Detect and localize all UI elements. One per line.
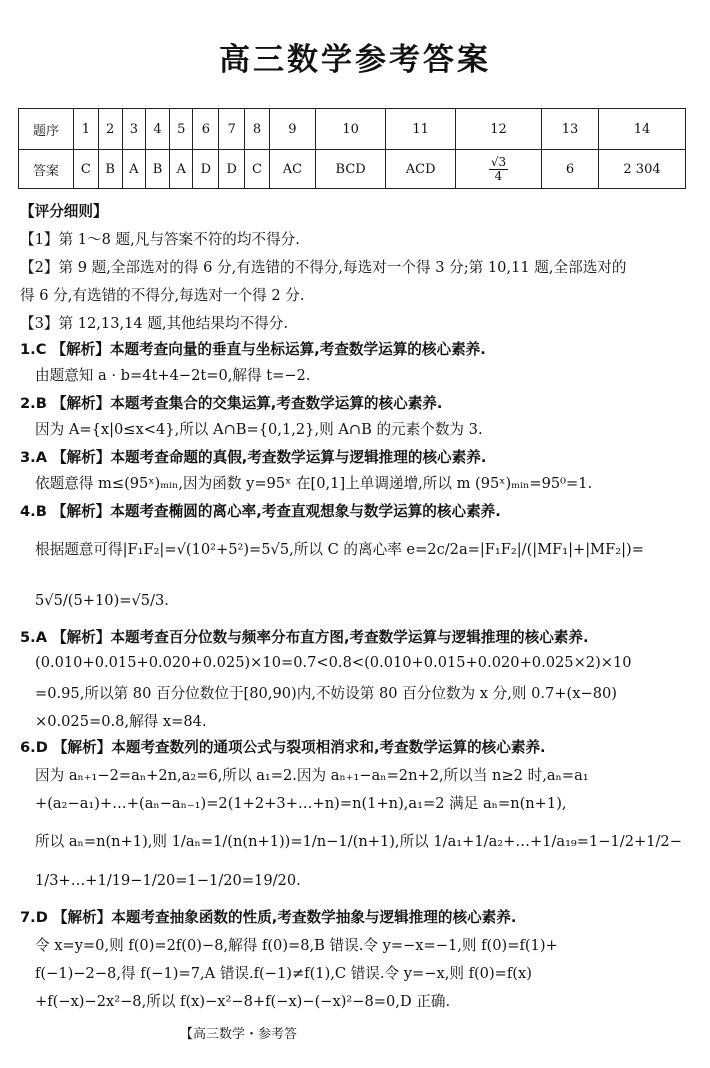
q4-text: 5√5/(5+10)=√5/3.: [35, 592, 169, 609]
table-cell: 7: [219, 109, 245, 150]
table-cell: 13: [542, 109, 599, 150]
table-cell: 6: [193, 109, 219, 150]
table-cell: ACD: [386, 150, 456, 189]
scoring-heading: 【评分细则】: [20, 203, 108, 220]
table-cell: 4: [146, 109, 170, 150]
table-cell: C: [74, 150, 99, 189]
q2-heading: 2.B 【解析】本题考查集合的交集运算,考查数学运算的核心素养.: [20, 395, 443, 412]
scoring-rule: 【3】第 12,13,14 题,其他结果均不得分.: [20, 315, 288, 332]
q5-text: =0.95,所以第 80 百分位数位于[80,90)内,不妨设第 80 百分位数为 x 分,则 0.7+(x−80): [35, 685, 617, 702]
scoring-rule: 【1】第 1～8 题,凡与答案不符的均不得分.: [20, 231, 300, 248]
table-cell: C: [245, 150, 270, 189]
table-cell: B: [146, 150, 170, 189]
table-row-head: 题序: [19, 109, 74, 150]
table-cell: 10: [315, 109, 385, 150]
q1-text: 由题意知 a · b=4t+4−2t=0,解得 t=−2.: [35, 367, 311, 384]
answer-table: [18, 108, 686, 189]
page-footer: 【高三数学・参考答: [180, 1027, 298, 1042]
table-cell: D: [193, 150, 219, 189]
table-cell: 8: [245, 109, 270, 150]
table-cell: 6: [542, 150, 599, 189]
scoring-rule: 【2】第 9 题,全部选对的得 6 分,有选错的不得分,每选对一个得 3 分;第 10,11 题,全部选对的: [20, 259, 627, 276]
table-cell: 2 304: [599, 150, 686, 189]
fraction-numerator: √3: [490, 154, 507, 169]
table-cell: BCD: [315, 150, 385, 189]
q7-text: 令 x=y=0,则 f(0)=2f(0)−8,解得 f(0)=8,B 错误.令 y=−x=−1,则 f(0)=f(1)+: [35, 937, 558, 954]
q7-heading: 7.D 【解析】本题考查抽象函数的性质,考查数学抽象与逻辑推理的核心素养.: [20, 909, 517, 926]
q3-heading: 3.A 【解析】本题考查命题的真假,考查数学运算与逻辑推理的核心素养.: [20, 449, 487, 466]
table-cell: 12: [456, 109, 542, 150]
q6-text: +(a₂−a₁)+…+(aₙ−aₙ₋₁)=2(1+2+3+…+n)=n(1+n),a₁=2 满足 aₙ=n(n+1),: [35, 795, 567, 812]
q4-heading: 4.B 【解析】本题考查椭圆的离心率,考查直观想象与数学运算的核心素养.: [20, 503, 501, 520]
table-cell: 1: [74, 109, 99, 150]
q7-text: f(−1)−2−8,得 f(−1)=7,A 错误.f(−1)≠f(1),C 错误.令 y=−x,则 f(0)=f(x): [35, 965, 532, 982]
q4-text: 根据题意可得|F₁F₂|=√(10²+5²)=5√5,所以 C 的离心率 e=2c/2a=|F₁F₂|/(|MF₁|+|MF₂|)=: [35, 541, 644, 558]
q5-text: ×0.025=0.8,解得 x=84.: [35, 713, 207, 730]
table-cell: [456, 150, 542, 189]
q6-text: 因为 aₙ₊₁−2=aₙ+2n,a₂=6,所以 a₁=2.因为 aₙ₊₁−aₙ=2n+2,所以当 n≥2 时,aₙ=a₁: [35, 767, 589, 784]
q2-text: 因为 A={x|0≤x<4},所以 A∩B={0,1,2},则 A∩B 的元素个数为 3.: [35, 421, 483, 438]
table-cell: 14: [599, 109, 686, 150]
table-row: [19, 109, 686, 150]
table-row: [19, 150, 686, 189]
q5-text: (0.010+0.015+0.020+0.025)×10=0.7<0.8<(0.010+0.015+0.020+0.025×2)×10: [35, 654, 632, 671]
q5-heading: 5.A 【解析】本题考查百分位数与频率分布直方图,考查数学运算与逻辑推理的核心素养.: [20, 629, 589, 646]
table-cell: A: [122, 150, 145, 189]
fraction-denominator: 4: [494, 168, 503, 183]
q3-text: 依题意得 m≤(95ˣ)ₘᵢₙ,因为函数 y=95ˣ 在[0,1]上单调递增,所以 m (95ˣ)ₘᵢₙ=95⁰=1.: [35, 475, 593, 492]
q1-heading: 1.C 【解析】本题考查向量的垂直与坐标运算,考查数学运算的核心素养.: [20, 341, 486, 358]
q6-text: 1/3+…+1/19−1/20=1−1/20=19/20.: [35, 872, 301, 889]
page-title: 高三数学参考答案: [219, 42, 491, 78]
q6-heading: 6.D 【解析】本题考查数列的通项公式与裂项相消求和,考查数学运算的核心素养.: [20, 739, 546, 756]
table-row-head: 答案: [19, 150, 74, 189]
scoring-rule: 得 6 分,有选错的不得分,每选对一个得 2 分.: [20, 287, 305, 304]
table-cell: AC: [269, 150, 315, 189]
fraction: [489, 156, 508, 182]
table-cell: D: [219, 150, 245, 189]
table-cell: 3: [122, 109, 145, 150]
table-cell: 5: [169, 109, 192, 150]
table-cell: 11: [386, 109, 456, 150]
table-cell: B: [98, 150, 122, 189]
q7-text: +f(−x)−2x²−8,所以 f(x)−x²−8+f(−x)−(−x)²−8=0,D 正确.: [35, 993, 451, 1010]
table-cell: A: [169, 150, 192, 189]
table-cell: 2: [98, 109, 122, 150]
table-cell: 9: [269, 109, 315, 150]
q6-text: 所以 aₙ=n(n+1),则 1/aₙ=1/(n(n+1))=1/n−1/(n+1),所以 1/a₁+1/a₂+…+1/a₁₉=1−1/2+1/2−: [35, 833, 682, 850]
